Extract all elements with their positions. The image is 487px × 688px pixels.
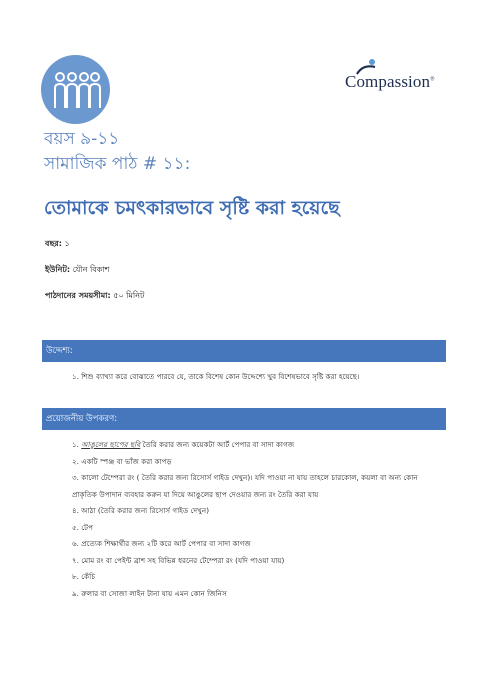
list-item: ২. একটি স্পঞ্জ বা ভাঁজ করা কাপড় bbox=[72, 456, 172, 466]
group-of-people-icon bbox=[41, 55, 110, 124]
list-item: ৩. কালো টেম্পেরা রং ( তৈরি করার জন্য রিসোর্স গাইড দেখুন)। যদি পাওয়া না যায় তাহলে চারকোল, কয়লা বা অন্য কোন প্রাকৃতিক উপাদান ব্যবহার করুন যা দিয়ে আঙুলের ছাপ দেওয়ার জন্য রং তৈরি করা যায় bbox=[72, 473, 418, 499]
list-item: ৮. কেঁচি bbox=[72, 572, 96, 581]
fingerprint-image-link[interactable]: আঙুলের ছাপের ছবি bbox=[81, 440, 141, 449]
meta-unit bbox=[45, 264, 109, 277]
meta-year-value: ১ bbox=[64, 239, 70, 248]
lesson-label: সামাজিক পাঠ # ১১: bbox=[44, 154, 191, 174]
list-item: ১. আঙুলের ছাপের ছবি তৈরি করার জন্য কয়েকটা আর্ট পেপার বা সাদা কাগজ bbox=[72, 440, 295, 449]
list-item: ৭. মোম রং বা পেইন্ট ব্রাশ সহ বিভিন্ন ধরনের টেম্পেরা রং (যদি পাওয়া যায়) bbox=[72, 555, 285, 565]
list-item: ৪. আঠা (তৈরি করার জন্য রিসোর্স গাইড দেখুন) bbox=[72, 506, 209, 515]
meta-duration bbox=[45, 290, 144, 303]
page-title: তোমাকে চমৎকারভাবে সৃষ্টি করা হয়েছে bbox=[44, 197, 340, 219]
list-item: ৬. প্রত্যেক শিক্ষার্থীর জন্য ২টি করে আর্ট পেপার বা সাদা কাগজ bbox=[72, 539, 251, 548]
meta-unit-value: যৌন বিকাশ bbox=[72, 265, 110, 274]
materials-list bbox=[72, 437, 442, 602]
age-range: বয়স ৯-১১ bbox=[44, 129, 120, 149]
meta-year-label: বছর: bbox=[45, 239, 62, 248]
group-of-people-icon-graphic bbox=[51, 70, 101, 110]
purpose-heading: উদ্দেশ্য: bbox=[42, 340, 446, 362]
list-item: ১. শিশু ব্যাখ্যা করে বোঝাতে পারবে যে, তাকে বিশেষ কোন উদ্দেশ্যে খুব বিশেষভাবে সৃষ্টি করা হয়েছে। bbox=[72, 372, 360, 381]
materials-heading: প্রয়োজনীয় উপকরণ: bbox=[42, 408, 446, 430]
meta-year bbox=[45, 238, 70, 251]
meta-duration-value: ৫০ মিনিট bbox=[113, 291, 145, 300]
logo-wordmark: Compassion® bbox=[345, 72, 435, 91]
purpose-list bbox=[72, 369, 360, 386]
list-item: ৫. টেপ bbox=[72, 522, 93, 532]
meta-unit-label: ইউনিট: bbox=[45, 265, 71, 274]
list-item: ৯. রুলার বা সোজা লাইন টানা যায় এমন কোন জিনিস bbox=[72, 588, 227, 598]
compassion-logo bbox=[345, 58, 450, 100]
meta-duration-label: পাঠদানের সময়সীমা: bbox=[45, 291, 111, 300]
